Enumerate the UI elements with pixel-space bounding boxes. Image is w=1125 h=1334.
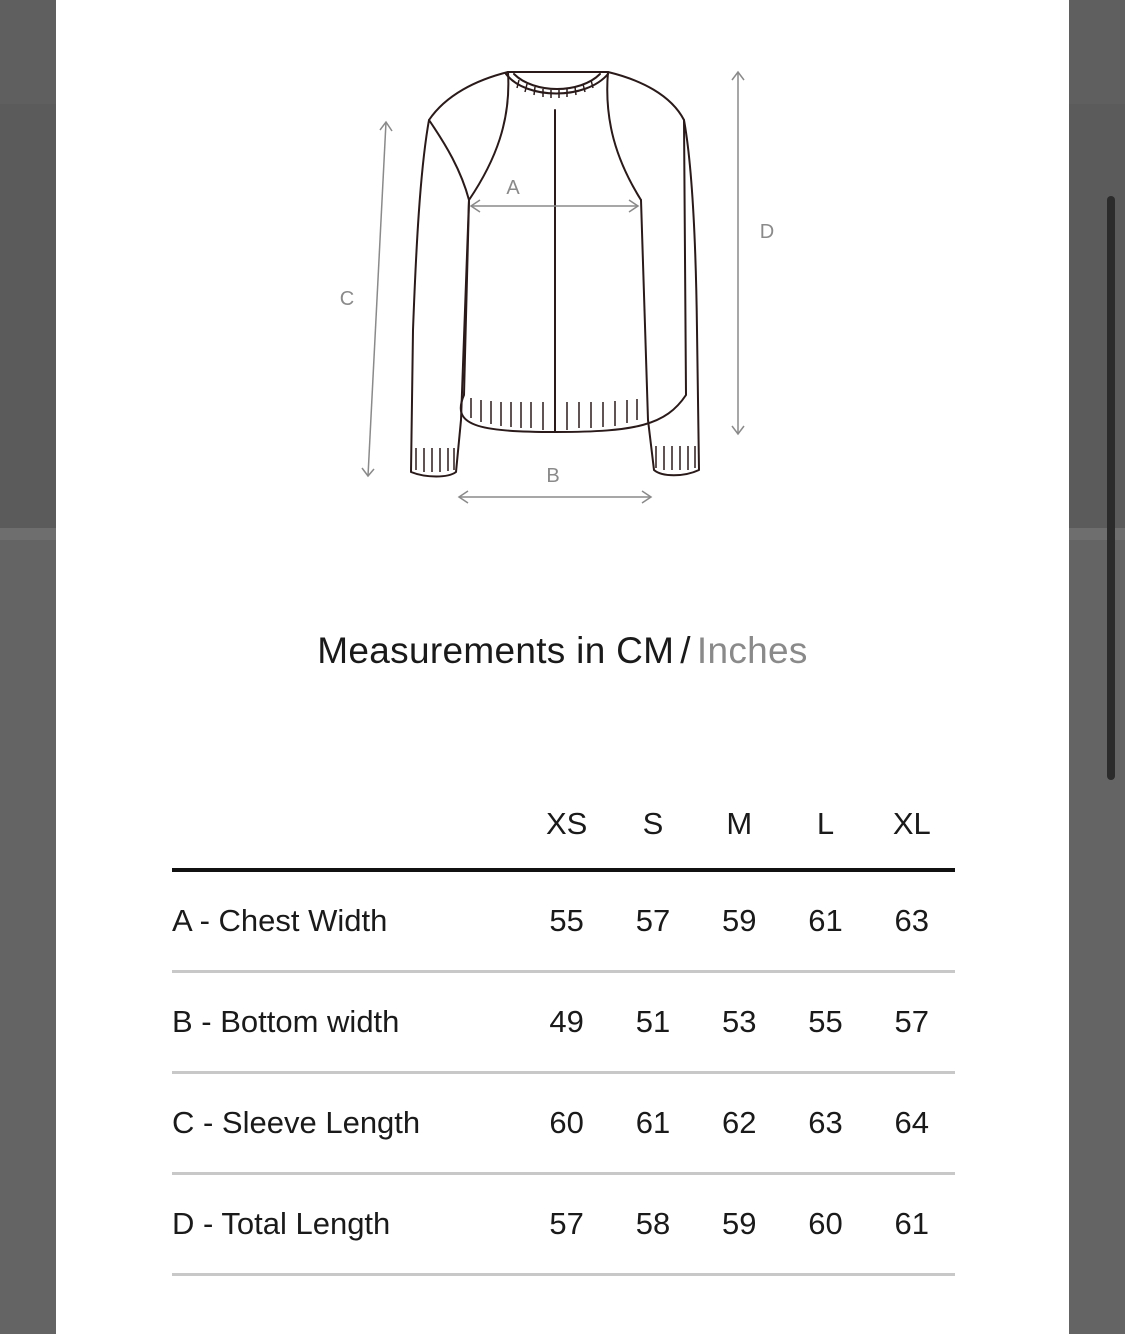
header-empty-cell xyxy=(172,780,523,870)
table-cell: 55 xyxy=(523,870,609,972)
unit-cm-option[interactable]: Measurements in CM xyxy=(317,630,675,671)
table-cell: 58 xyxy=(610,1174,696,1275)
table-cell: 57 xyxy=(523,1174,609,1275)
table-cell: 49 xyxy=(523,972,609,1073)
table-cell: 60 xyxy=(782,1174,868,1275)
arrow-c xyxy=(368,122,386,476)
unit-toggle-heading xyxy=(56,630,1069,672)
table-cell: 59 xyxy=(696,870,782,972)
table-cell: 51 xyxy=(610,972,696,1073)
table-row xyxy=(172,870,955,972)
size-header-row xyxy=(172,780,955,870)
unit-separator: / xyxy=(680,630,691,671)
table-cell: 63 xyxy=(869,870,955,972)
scrollbar-thumb[interactable] xyxy=(1107,196,1115,780)
size-header-l: L xyxy=(782,780,868,870)
table-cell: 61 xyxy=(610,1073,696,1174)
table-cell: 60 xyxy=(523,1073,609,1174)
table-cell: 55 xyxy=(782,972,868,1073)
size-chart-table xyxy=(172,780,955,1276)
table-row xyxy=(172,1073,955,1174)
table-cell: 53 xyxy=(696,972,782,1073)
size-guide-modal xyxy=(56,0,1069,1334)
row-label-bottom-width: B - Bottom width xyxy=(172,972,523,1073)
table-row xyxy=(172,972,955,1073)
table-cell: 57 xyxy=(610,870,696,972)
size-header-m: M xyxy=(696,780,782,870)
size-header-xs: XS xyxy=(523,780,609,870)
label-c: C xyxy=(339,288,355,310)
table-cell: 57 xyxy=(869,972,955,1073)
label-b: B xyxy=(546,465,560,487)
table-cell: 64 xyxy=(869,1073,955,1174)
size-header-xl: XL xyxy=(869,780,955,870)
unit-inches-option[interactable]: Inches xyxy=(696,630,808,671)
garment-diagram xyxy=(56,0,1069,540)
table-cell: 61 xyxy=(782,870,868,972)
table-cell: 62 xyxy=(696,1073,782,1174)
table-cell: 63 xyxy=(782,1073,868,1174)
label-d: D xyxy=(759,221,775,243)
table-row xyxy=(172,1174,955,1275)
size-header-s: S xyxy=(610,780,696,870)
row-label-total-length: D - Total Length xyxy=(172,1174,523,1275)
row-label-sleeve-length: C - Sleeve Length xyxy=(172,1073,523,1174)
table-cell: 59 xyxy=(696,1174,782,1275)
label-a: A xyxy=(506,177,520,199)
row-label-chest-width: A - Chest Width xyxy=(172,870,523,972)
table-cell: 61 xyxy=(869,1174,955,1275)
